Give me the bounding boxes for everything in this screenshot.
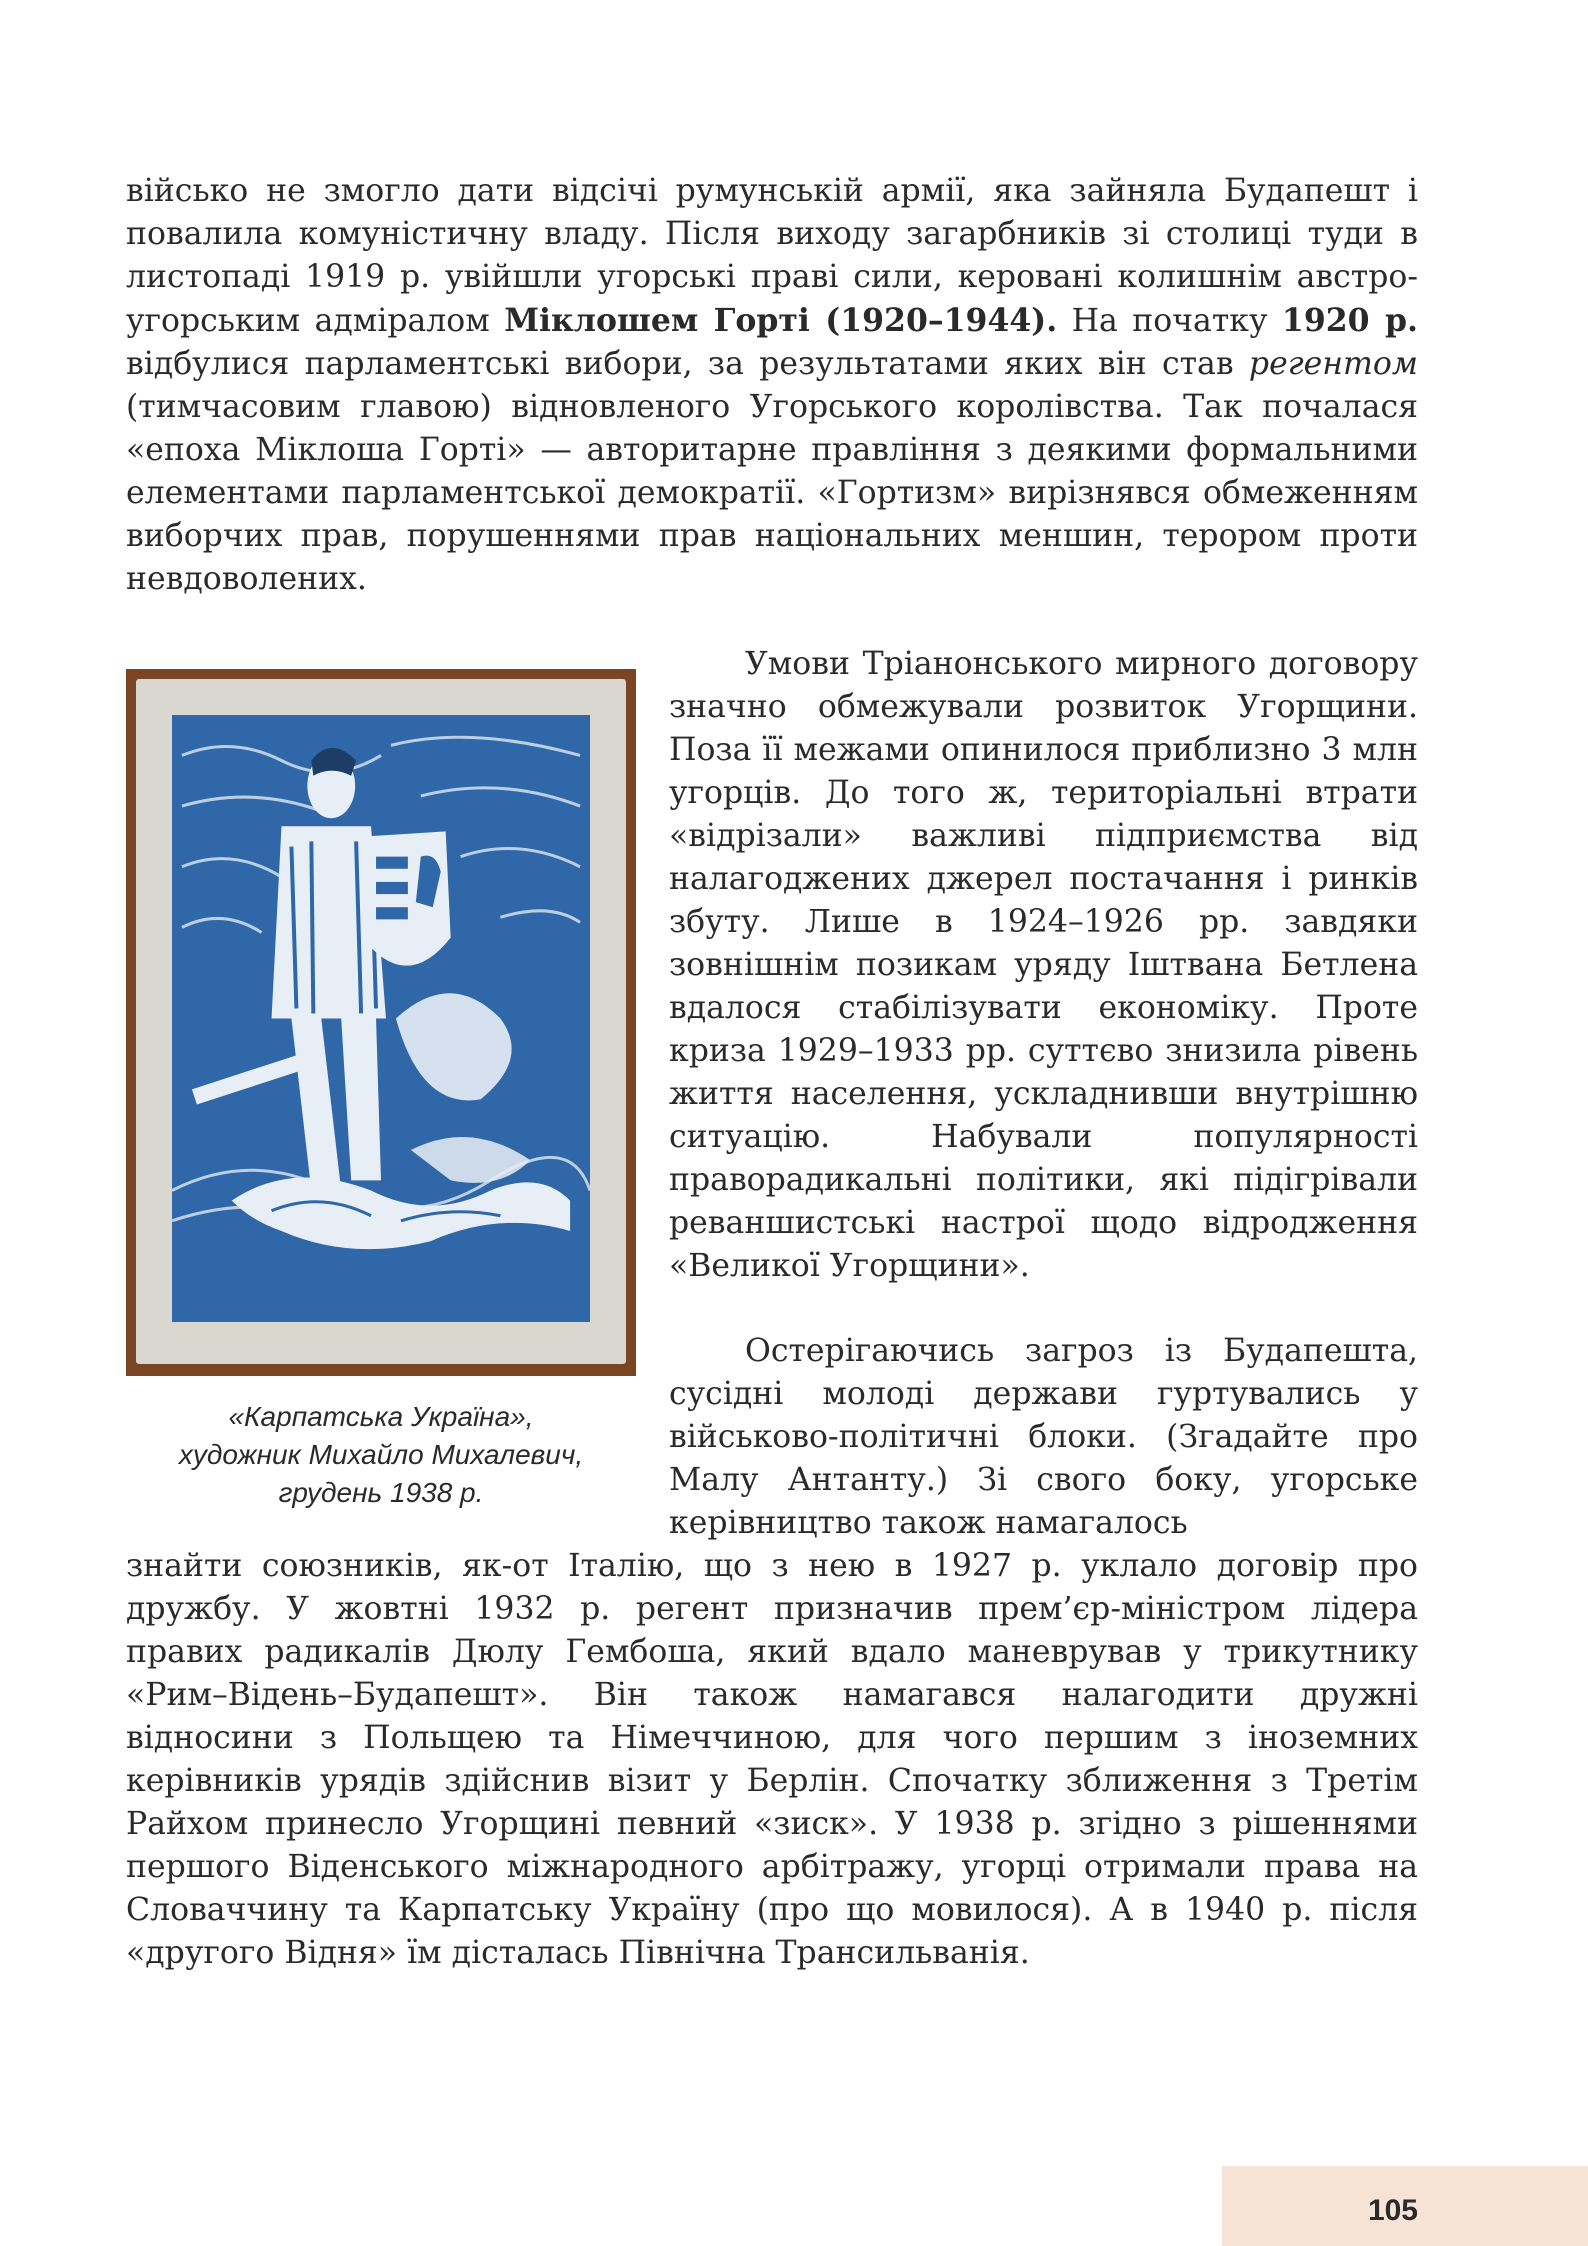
text-run: відбулися парламентські вибори, за результатами яких він став	[126, 346, 1249, 382]
linocut-print-image	[172, 715, 590, 1322]
paragraph-blocs-full: знайти союзників, як-от Італію, що з нею в 1927 р. уклало договір про дружбу. У жовтні 1932 р. регент призначив прем’єр-міністром лідера правих радикалів Дюлу Гембоша, який вдало маневрував у трикутнику «Рим–Відень–Будапешт». Він також намагався налагодити дружні відносини з Польщею та Німеччиною, для чого першим з іноземних керівників урядів здійснив візит у Берлін. Спочатку зближення з Третім Райхом принесло Угорщині певний «зиск». У 1938 р. згідно з рішеннями першого Віденського міжнародного арбітражу, угорці отримали права на Словаччину та Карпатську Україну (про що мовилося). А в 1940 р. після «другого Відня» їм дісталась Північна Трансильванія.	[126, 1548, 1418, 1971]
paragraph-horthy	[126, 170, 1418, 601]
text-run: військо не змогло дати відсічі румунській армії, яка зайняла Будапешт і повалила комуністичну владу. Після виходу загарбників зі столиці туди в листопаді 1919 р. увійшли угорські праві сили, керовані колишнім австро-угорським адміралом	[126, 173, 1418, 339]
text-run: (тимчасовим главою) відновленого Угорського королівства. Так почалася «епоха Міклоша Горті» — авторитарне правління з деякими формальними елементами парламентської демократії. «Гортизм» вирізнявся обмеженням виборчих прав, порушеннями прав національних меншин, терором проти невдоволених.	[126, 389, 1418, 597]
caption-artist: художник Михайло Михалевич,	[178, 1439, 584, 1470]
bold-term-1920: 1920 р.	[1281, 302, 1418, 339]
text-run: На початку	[1057, 303, 1282, 339]
paragraph-blocs-column: Остерігаючись загроз із Будапешта, сусідні молоді держави гуртувались у військово-політичні блоки. (Згадайте про Малу Антанту.) Зі свого боку, угорське керівництво також намагалось	[669, 1333, 1418, 1541]
figure-caption	[126, 1398, 636, 1512]
postcard-mount	[136, 679, 626, 1364]
caption-title: «Карпатська Україна»,	[228, 1401, 534, 1432]
bold-term-horthy: Міклошем Горті (1920–1944).	[504, 302, 1058, 339]
caption-date: грудень 1938 р.	[278, 1477, 484, 1508]
paragraph-trianon: Умови Тріанонського мирного договору значно обмежували розвиток Угорщини. Поза її межами опинилося приблизно 3 млн угорців. До того ж, територіальні втрати «відрізали» важливі підприємства від налагоджених джерел постачання і ринків збуту. Лише в 1924–1926 рр. завдяки зовнішнім позикам уряду Іштвана Бетлена вдалося стабілізувати економіку. Проте криза 1929–1933 рр. суттєво знизила рівень життя населення, ускладнивши внутрішню ситуацію. Набували популярності праворадикальні політики, які підігрівали реваншистські настрої щодо відродження «Великої Угорщини».	[669, 646, 1418, 1284]
carpathian-ukraine-artwork	[172, 715, 590, 1322]
italic-term-regent: регентом	[1248, 346, 1418, 382]
illustration-frame	[126, 669, 636, 1376]
page-number: 105	[1367, 2194, 1418, 2227]
